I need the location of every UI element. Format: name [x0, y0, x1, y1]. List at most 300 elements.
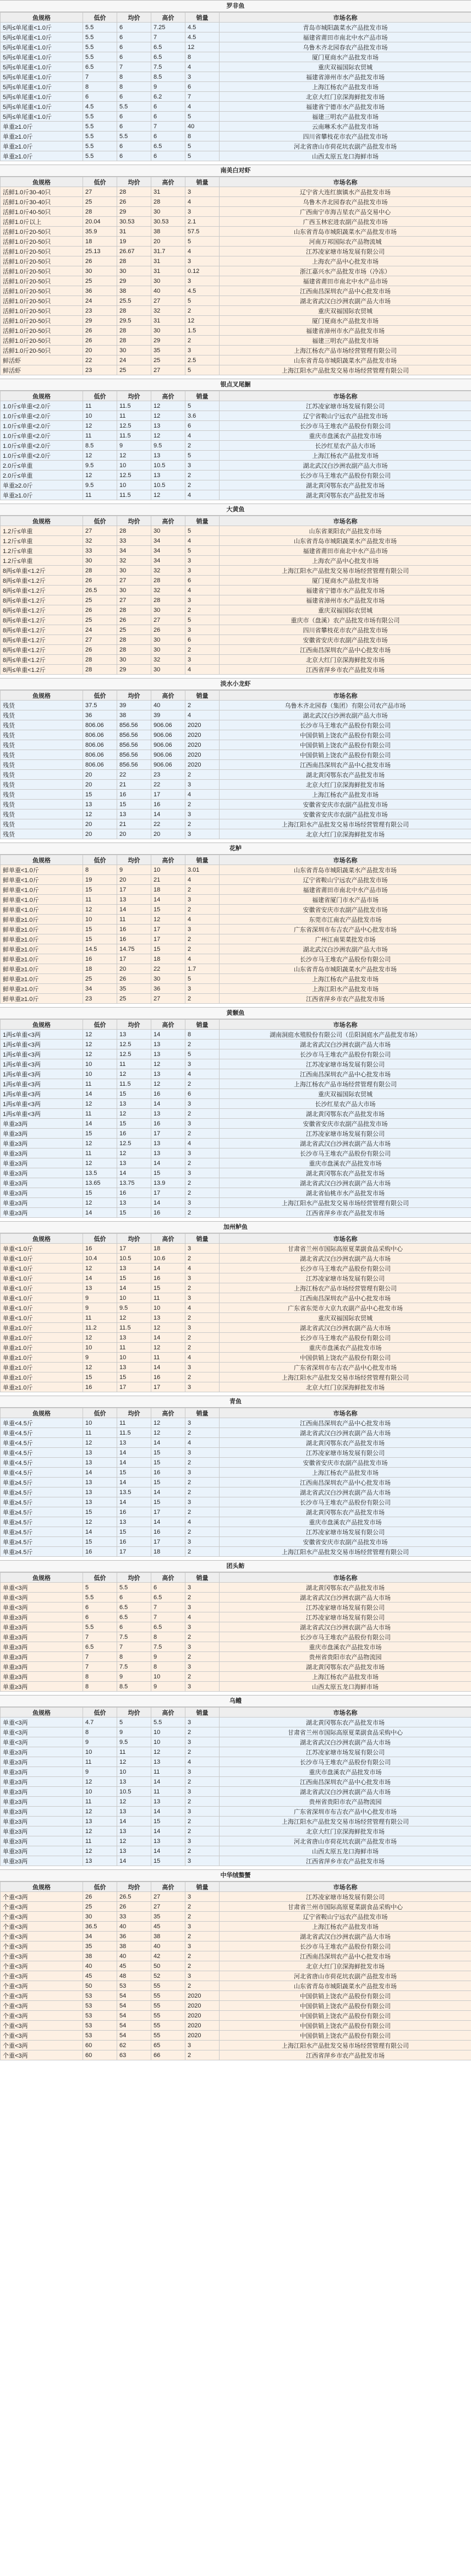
market-cell: 福建省莆田市南北中水产品市场: [220, 276, 471, 286]
price-cell: 5: [185, 237, 220, 247]
spec-cell: 单重<3两: [1, 1737, 83, 1747]
price-cell: 22: [117, 770, 151, 780]
price-cell: 3: [185, 1099, 220, 1109]
spec-cell: 单重<1.0斤: [1, 1244, 83, 1254]
table-row: [1, 32, 471, 42]
column-header: 鱼规格: [1, 1882, 83, 1892]
market-cell: 山东省青岛市城阳蔬菜水产品批发市场: [220, 865, 471, 875]
table-row: [1, 23, 471, 32]
table-row: [1, 1428, 471, 1438]
price-cell: 14: [83, 1208, 117, 1218]
market-cell: 东莞市江南农产品批发市场: [220, 915, 471, 925]
price-cell: 14: [151, 1487, 185, 1497]
price-cell: 30: [117, 346, 151, 356]
market-cell: 江苏凌家塘市场发展有限公司: [220, 1129, 471, 1139]
price-cell: 2: [185, 1747, 220, 1757]
market-cell: 江西省萍乡市农产品批发市场: [220, 1208, 471, 1218]
price-cell: 15: [151, 1283, 185, 1293]
column-header: 均价: [117, 1882, 151, 1892]
market-cell: 厦门夏商水产品批发市场: [220, 576, 471, 586]
market-cell: 长沙市马王堆农产品股份有限公司: [220, 471, 471, 480]
column-header: 均价: [117, 1573, 151, 1583]
price-cell: 16: [151, 1527, 185, 1537]
price-cell: 25: [83, 197, 117, 207]
market-cell: 北京大红门京深海鲜批发市场: [220, 780, 471, 790]
price-cell: 11: [83, 1079, 117, 1089]
price-cell: 28: [83, 665, 117, 675]
price-cell: 13: [117, 1363, 151, 1372]
spec-cell: 残货: [1, 740, 83, 750]
column-header: 高价: [151, 13, 185, 23]
price-cell: 28: [151, 595, 185, 605]
spec-cell: 5两≤单尾重<1.0斤: [1, 23, 83, 32]
price-cell: 27: [151, 994, 185, 1004]
spec-cell: 单重≥1.0斤: [1, 1382, 83, 1392]
table-header-row: [1, 691, 471, 701]
price-cell: 21: [117, 819, 151, 829]
price-cell: 3.01: [185, 865, 220, 875]
price-cell: 12: [151, 1418, 185, 1428]
price-cell: 22: [151, 780, 185, 790]
price-cell: 66: [151, 2050, 185, 2060]
price-cell: 15: [151, 1817, 185, 1826]
spec-cell: 鲜单重<1.0斤: [1, 905, 83, 915]
price-cell: 20: [83, 829, 117, 839]
price-cell: 27: [151, 296, 185, 306]
price-cell: 7: [151, 1603, 185, 1612]
market-cell: 湖北省武汉白沙洲农副产品大市场: [220, 1254, 471, 1264]
market-cell: 江苏凌家塘市场发展有限公司: [220, 1892, 471, 1902]
spec-cell: 单重<3两: [1, 1593, 83, 1603]
price-cell: 11: [117, 915, 151, 925]
price-cell: 5: [185, 296, 220, 306]
table-header-row: [1, 1573, 471, 1583]
table-row: [1, 1158, 471, 1168]
spec-cell: 8两≤单重<1.2斤: [1, 635, 83, 645]
price-cell: 2: [185, 1797, 220, 1807]
price-cell: 6: [151, 1583, 185, 1593]
price-cell: 6.5: [151, 1593, 185, 1603]
price-cell: 53: [83, 2021, 117, 2031]
column-header: 均价: [117, 177, 151, 187]
price-cell: 856.56: [117, 720, 151, 730]
spec-cell: 单重≥4.5斤: [1, 1537, 83, 1547]
price-cell: 16: [83, 1244, 117, 1254]
price-cell: 2: [185, 645, 220, 655]
table-row: [1, 1069, 471, 1079]
price-cell: 12: [151, 411, 185, 421]
spec-cell: 单重≥3两: [1, 1188, 83, 1198]
spec-cell: 残货: [1, 750, 83, 760]
price-cell: 12: [117, 1313, 151, 1323]
table-row: [1, 1777, 471, 1787]
price-cell: 54: [117, 2011, 151, 2021]
price-cell: 34: [83, 984, 117, 994]
table-row: [1, 1148, 471, 1158]
price-cell: 10: [117, 1767, 151, 1777]
table-row: [1, 2001, 471, 2011]
market-cell: 甘肃省兰州市国际高原夏菜副食品采购中心: [220, 1244, 471, 1254]
section-block: [0, 1007, 471, 1221]
price-cell: 6: [117, 23, 151, 32]
price-cell: 20: [83, 770, 117, 780]
column-header: 销量: [185, 1408, 220, 1418]
price-cell: 6.5: [151, 1622, 185, 1632]
section-block: [0, 1221, 471, 1396]
price-cell: 24: [83, 296, 117, 306]
section-block: [0, 678, 471, 843]
price-cell: 3: [185, 1622, 220, 1632]
table-row: [1, 1767, 471, 1777]
table-row: [1, 1448, 471, 1458]
price-cell: 2: [185, 1527, 220, 1537]
price-cell: 12.5: [117, 471, 151, 480]
price-cell: 2: [185, 1932, 220, 1941]
price-cell: 31: [151, 266, 185, 276]
price-cell: 4.5: [83, 102, 117, 112]
price-cell: 8: [185, 52, 220, 62]
price-cell: 8.5: [117, 1682, 151, 1692]
price-cell: 3: [185, 1198, 220, 1208]
section-title: 淡水小龙虾: [0, 678, 471, 690]
table-row: [1, 141, 471, 151]
market-cell: 江苏凌家塘市场发展有限公司: [220, 1603, 471, 1612]
price-cell: 20: [83, 819, 117, 829]
price-cell: 2: [185, 1652, 220, 1662]
column-header: 高价: [151, 516, 185, 526]
spec-cell: 单重≥3两: [1, 1198, 83, 1208]
price-cell: 3: [185, 1293, 220, 1303]
price-cell: 5.5: [83, 42, 117, 52]
price-cell: 8: [151, 1632, 185, 1642]
price-cell: 3: [185, 810, 220, 819]
price-cell: 31: [151, 256, 185, 266]
table-row: [1, 237, 471, 247]
price-cell: 10: [83, 915, 117, 925]
spec-cell: 5两≤单尾重<1.0斤: [1, 112, 83, 122]
price-cell: 3: [185, 1922, 220, 1932]
market-cell: 上海江阳水产品批发交易市场经营管理有限公司: [220, 1547, 471, 1557]
section-block: [0, 1869, 471, 2064]
price-cell: 11: [83, 1757, 117, 1767]
market-cell: 河南万邦国际农产品物流城: [220, 237, 471, 247]
table-row: [1, 1856, 471, 1866]
price-cell: 2: [185, 819, 220, 829]
spec-cell: 单重≥3两: [1, 1797, 83, 1807]
price-cell: 13: [151, 1797, 185, 1807]
table-row: [1, 701, 471, 710]
price-cell: 15: [117, 800, 151, 810]
price-cell: 5.5: [83, 122, 117, 132]
price-cell: 12: [83, 1264, 117, 1273]
price-cell: 18: [151, 885, 185, 895]
price-cell: 3: [185, 655, 220, 665]
price-cell: 2: [185, 1547, 220, 1557]
price-cell: 10: [83, 1343, 117, 1353]
price-cell: 5: [117, 1718, 151, 1727]
price-cell: 13: [151, 1109, 185, 1119]
table-row: [1, 276, 471, 286]
price-cell: 7: [83, 1652, 117, 1662]
spec-cell: 5两≤单尾重<1.0斤: [1, 102, 83, 112]
price-cell: 13: [151, 1069, 185, 1079]
price-cell: 18: [151, 954, 185, 964]
price-cell: 9.5: [83, 461, 117, 471]
table-row: [1, 296, 471, 306]
price-cell: 29: [117, 276, 151, 286]
price-cell: 2020: [185, 2001, 220, 2011]
spec-cell: 个重<3两: [1, 1941, 83, 1951]
spec-cell: 鲜单重≥1.0斤: [1, 954, 83, 964]
price-cell: 34: [83, 1932, 117, 1941]
market-cell: 广东省东莞市大京九农副产品中心批发市场: [220, 1303, 471, 1313]
price-cell: 13: [117, 1846, 151, 1856]
price-cell: 54: [117, 2001, 151, 2011]
market-cell: 山西太原五龙口海鲜市场: [220, 1846, 471, 1856]
table-row: [1, 760, 471, 770]
price-cell: 2020: [185, 730, 220, 740]
price-cell: 15: [83, 925, 117, 934]
market-cell: 湖北省仙桃市水产品批发市场: [220, 1188, 471, 1198]
price-cell: 35: [83, 1941, 117, 1951]
price-cell: 14: [151, 1438, 185, 1448]
spec-cell: 单重≥3两: [1, 1682, 83, 1692]
price-cell: 26: [151, 625, 185, 635]
price-cell: 10.5: [151, 461, 185, 471]
table-row: [1, 905, 471, 915]
spec-cell: 个重<3两: [1, 2021, 83, 2031]
price-cell: 12: [83, 1777, 117, 1787]
price-cell: 13: [151, 1836, 185, 1846]
column-header: 销量: [185, 516, 220, 526]
market-cell: 湖北省武汉白沙洲农副产品大市场: [220, 296, 471, 306]
price-cell: 5.5: [83, 141, 117, 151]
price-cell: 12: [117, 1109, 151, 1119]
price-cell: 2: [185, 944, 220, 954]
table-row: [1, 1418, 471, 1428]
table-row: [1, 655, 471, 665]
section-block: [0, 1560, 471, 1695]
spec-cell: 活鲜1.0斤20-50只: [1, 296, 83, 306]
price-cell: 26: [83, 326, 117, 336]
price-cell: 7: [117, 1642, 151, 1652]
price-cell: 7: [83, 72, 117, 82]
price-cell: 10: [83, 1069, 117, 1079]
section-title: 团头鲂: [0, 1560, 471, 1572]
price-cell: 21: [151, 875, 185, 885]
price-cell: 15: [117, 1089, 151, 1099]
price-cell: 13: [117, 1807, 151, 1817]
price-cell: 3: [185, 1767, 220, 1777]
price-cell: 6: [185, 82, 220, 92]
price-cell: 2: [185, 1158, 220, 1168]
spec-cell: 单重≥1.0斤: [1, 141, 83, 151]
table-row: [1, 1682, 471, 1692]
price-cell: 25: [83, 974, 117, 984]
section-title: 中华绒螯蟹: [0, 1869, 471, 1882]
price-cell: 12: [83, 421, 117, 431]
price-cell: 27: [117, 595, 151, 605]
spec-cell: 单重≥1.0斤: [1, 1353, 83, 1363]
price-cell: 14: [151, 1846, 185, 1856]
price-cell: 30: [151, 326, 185, 336]
table-header-row: [1, 1408, 471, 1418]
price-cell: 13: [83, 1817, 117, 1826]
price-cell: 13: [83, 1487, 117, 1497]
price-cell: 9: [117, 441, 151, 451]
column-header: 销量: [185, 1573, 220, 1583]
price-cell: 6: [117, 32, 151, 42]
price-cell: 40: [151, 286, 185, 296]
table-row: [1, 1343, 471, 1353]
market-cell: 福建三明农产品批发市场: [220, 336, 471, 346]
price-cell: 9: [151, 1682, 185, 1692]
price-cell: 2: [185, 1333, 220, 1343]
spec-cell: 单重<3两: [1, 1583, 83, 1593]
price-cell: 12: [83, 1139, 117, 1148]
table-row: [1, 1961, 471, 1971]
column-header: 销量: [185, 691, 220, 701]
price-cell: 4: [185, 1303, 220, 1313]
price-cell: 5: [185, 974, 220, 984]
price-cell: 5.5: [117, 102, 151, 112]
column-header: 高价: [151, 1408, 185, 1418]
price-cell: 6.5: [83, 1642, 117, 1652]
market-cell: 中国供销上饶农产品股份有限公司: [220, 2011, 471, 2021]
price-table: [0, 1233, 471, 1392]
column-header: 均价: [117, 1020, 151, 1030]
market-cell: 浙江嘉兴水产品批发市场（冷冻）: [220, 266, 471, 276]
price-cell: 20.04: [83, 217, 117, 227]
market-cell: 长沙市马王堆农产品股份有限公司: [220, 1333, 471, 1343]
spec-cell: 鲜单重<1.0斤: [1, 885, 83, 895]
market-cell: 湖北黄冈鄂东农产品批发市场: [220, 1718, 471, 1727]
price-cell: 17: [151, 925, 185, 934]
market-cell: 上海江杨农产品批发市场: [220, 1922, 471, 1932]
column-header: 市场名称: [220, 391, 471, 401]
price-cell: 3: [185, 566, 220, 576]
market-cell: 上海江阳水产品批发市场: [220, 984, 471, 994]
price-cell: 2: [185, 1951, 220, 1961]
table-row: [1, 994, 471, 1004]
price-cell: 14: [83, 1089, 117, 1099]
price-cell: 3: [185, 1583, 220, 1593]
price-cell: 4: [185, 102, 220, 112]
spec-cell: 单重<1.0斤: [1, 1254, 83, 1264]
price-cell: 13: [151, 1757, 185, 1767]
price-cell: 12: [83, 1099, 117, 1109]
table-row: [1, 875, 471, 885]
price-cell: 17: [151, 1129, 185, 1139]
table-header-row: [1, 1882, 471, 1892]
price-cell: 11: [83, 1836, 117, 1846]
spec-cell: 1.0斤≤单重<2.0斤: [1, 451, 83, 461]
price-cell: 50: [151, 1961, 185, 1971]
price-cell: 6: [151, 132, 185, 141]
price-cell: 3: [185, 1662, 220, 1672]
market-cell: 厦门夏商水产品批发市场: [220, 316, 471, 326]
price-cell: 17: [151, 1537, 185, 1547]
price-cell: 6: [117, 122, 151, 132]
price-cell: 5.5: [117, 132, 151, 141]
market-cell: 北京大红门京深海鲜批发市场: [220, 1382, 471, 1392]
price-cell: 30: [151, 605, 185, 615]
spec-cell: 鲜单重≥1.0斤: [1, 974, 83, 984]
price-cell: 3: [185, 276, 220, 286]
column-header: 市场名称: [220, 1708, 471, 1718]
price-cell: 14: [151, 1517, 185, 1527]
spec-cell: 8两≤单重<1.2斤: [1, 595, 83, 605]
table-row: [1, 865, 471, 875]
spec-cell: 单重≥1.0斤: [1, 122, 83, 132]
market-cell: 安徽省安庆市农副产品批发市场: [220, 635, 471, 645]
market-cell: 长沙红星农产品大市场: [220, 441, 471, 451]
spec-cell: 鲜单重≥1.0斤: [1, 984, 83, 994]
price-cell: 35: [117, 984, 151, 994]
price-cell: 33: [83, 546, 117, 556]
table-row: [1, 431, 471, 441]
market-cell: 重庆双福国际农贸城: [220, 605, 471, 615]
price-cell: 10: [83, 1418, 117, 1428]
price-cell: 45: [151, 1922, 185, 1932]
price-cell: 6: [117, 92, 151, 102]
table-row: [1, 810, 471, 819]
column-header: 高价: [151, 391, 185, 401]
market-cell: 湖南洞庭水殖股份有限公司（岳阳洞庭水产品批发市场）: [220, 1030, 471, 1040]
spec-cell: 单重<3两: [1, 1718, 83, 1727]
price-cell: 12: [83, 1158, 117, 1168]
price-cell: 2.1: [185, 217, 220, 227]
column-header: 低价: [83, 391, 117, 401]
table-row: [1, 2011, 471, 2021]
price-cell: 25: [117, 994, 151, 1004]
column-header: 均价: [117, 391, 151, 401]
price-cell: 28: [151, 197, 185, 207]
market-cell: 江西省萍乡市农产品批发市场: [220, 994, 471, 1004]
price-cell: 52: [151, 1971, 185, 1981]
price-cell: 25: [151, 356, 185, 365]
price-cell: 14: [117, 1817, 151, 1826]
spec-cell: 残货: [1, 770, 83, 780]
price-cell: 6.5: [151, 52, 185, 62]
price-cell: 40: [185, 122, 220, 132]
spec-cell: 单重≥3两: [1, 1642, 83, 1652]
price-cell: 8: [117, 1652, 151, 1662]
column-header: 低价: [83, 855, 117, 865]
price-cell: 34: [117, 546, 151, 556]
price-cell: 16: [117, 790, 151, 800]
market-cell: 福建省莆田市南北中水产品市场: [220, 546, 471, 556]
table-row: [1, 1119, 471, 1129]
table-row: [1, 1612, 471, 1622]
price-cell: 3: [185, 1718, 220, 1727]
market-cell: 长沙市马王堆农产品股份有限公司: [220, 1941, 471, 1951]
price-cell: 17: [117, 1382, 151, 1392]
spec-cell: 1两≤单重<3两: [1, 1099, 83, 1109]
price-cell: 14: [83, 1527, 117, 1537]
price-cell: 11: [151, 1767, 185, 1777]
spec-cell: 单重≥1.0斤: [1, 132, 83, 141]
price-cell: 13: [117, 895, 151, 905]
column-header: 低价: [83, 1020, 117, 1030]
market-cell: 湖北黄冈鄂东农产品批发市场: [220, 1438, 471, 1448]
table-row: [1, 112, 471, 122]
section-block: [0, 0, 471, 165]
spec-cell: 个重<3两: [1, 2001, 83, 2011]
market-cell: 湖北黄冈鄂东农产品批发市场: [220, 480, 471, 490]
price-cell: 12: [151, 431, 185, 441]
spec-cell: 活鲜1.0斤20-50只: [1, 276, 83, 286]
